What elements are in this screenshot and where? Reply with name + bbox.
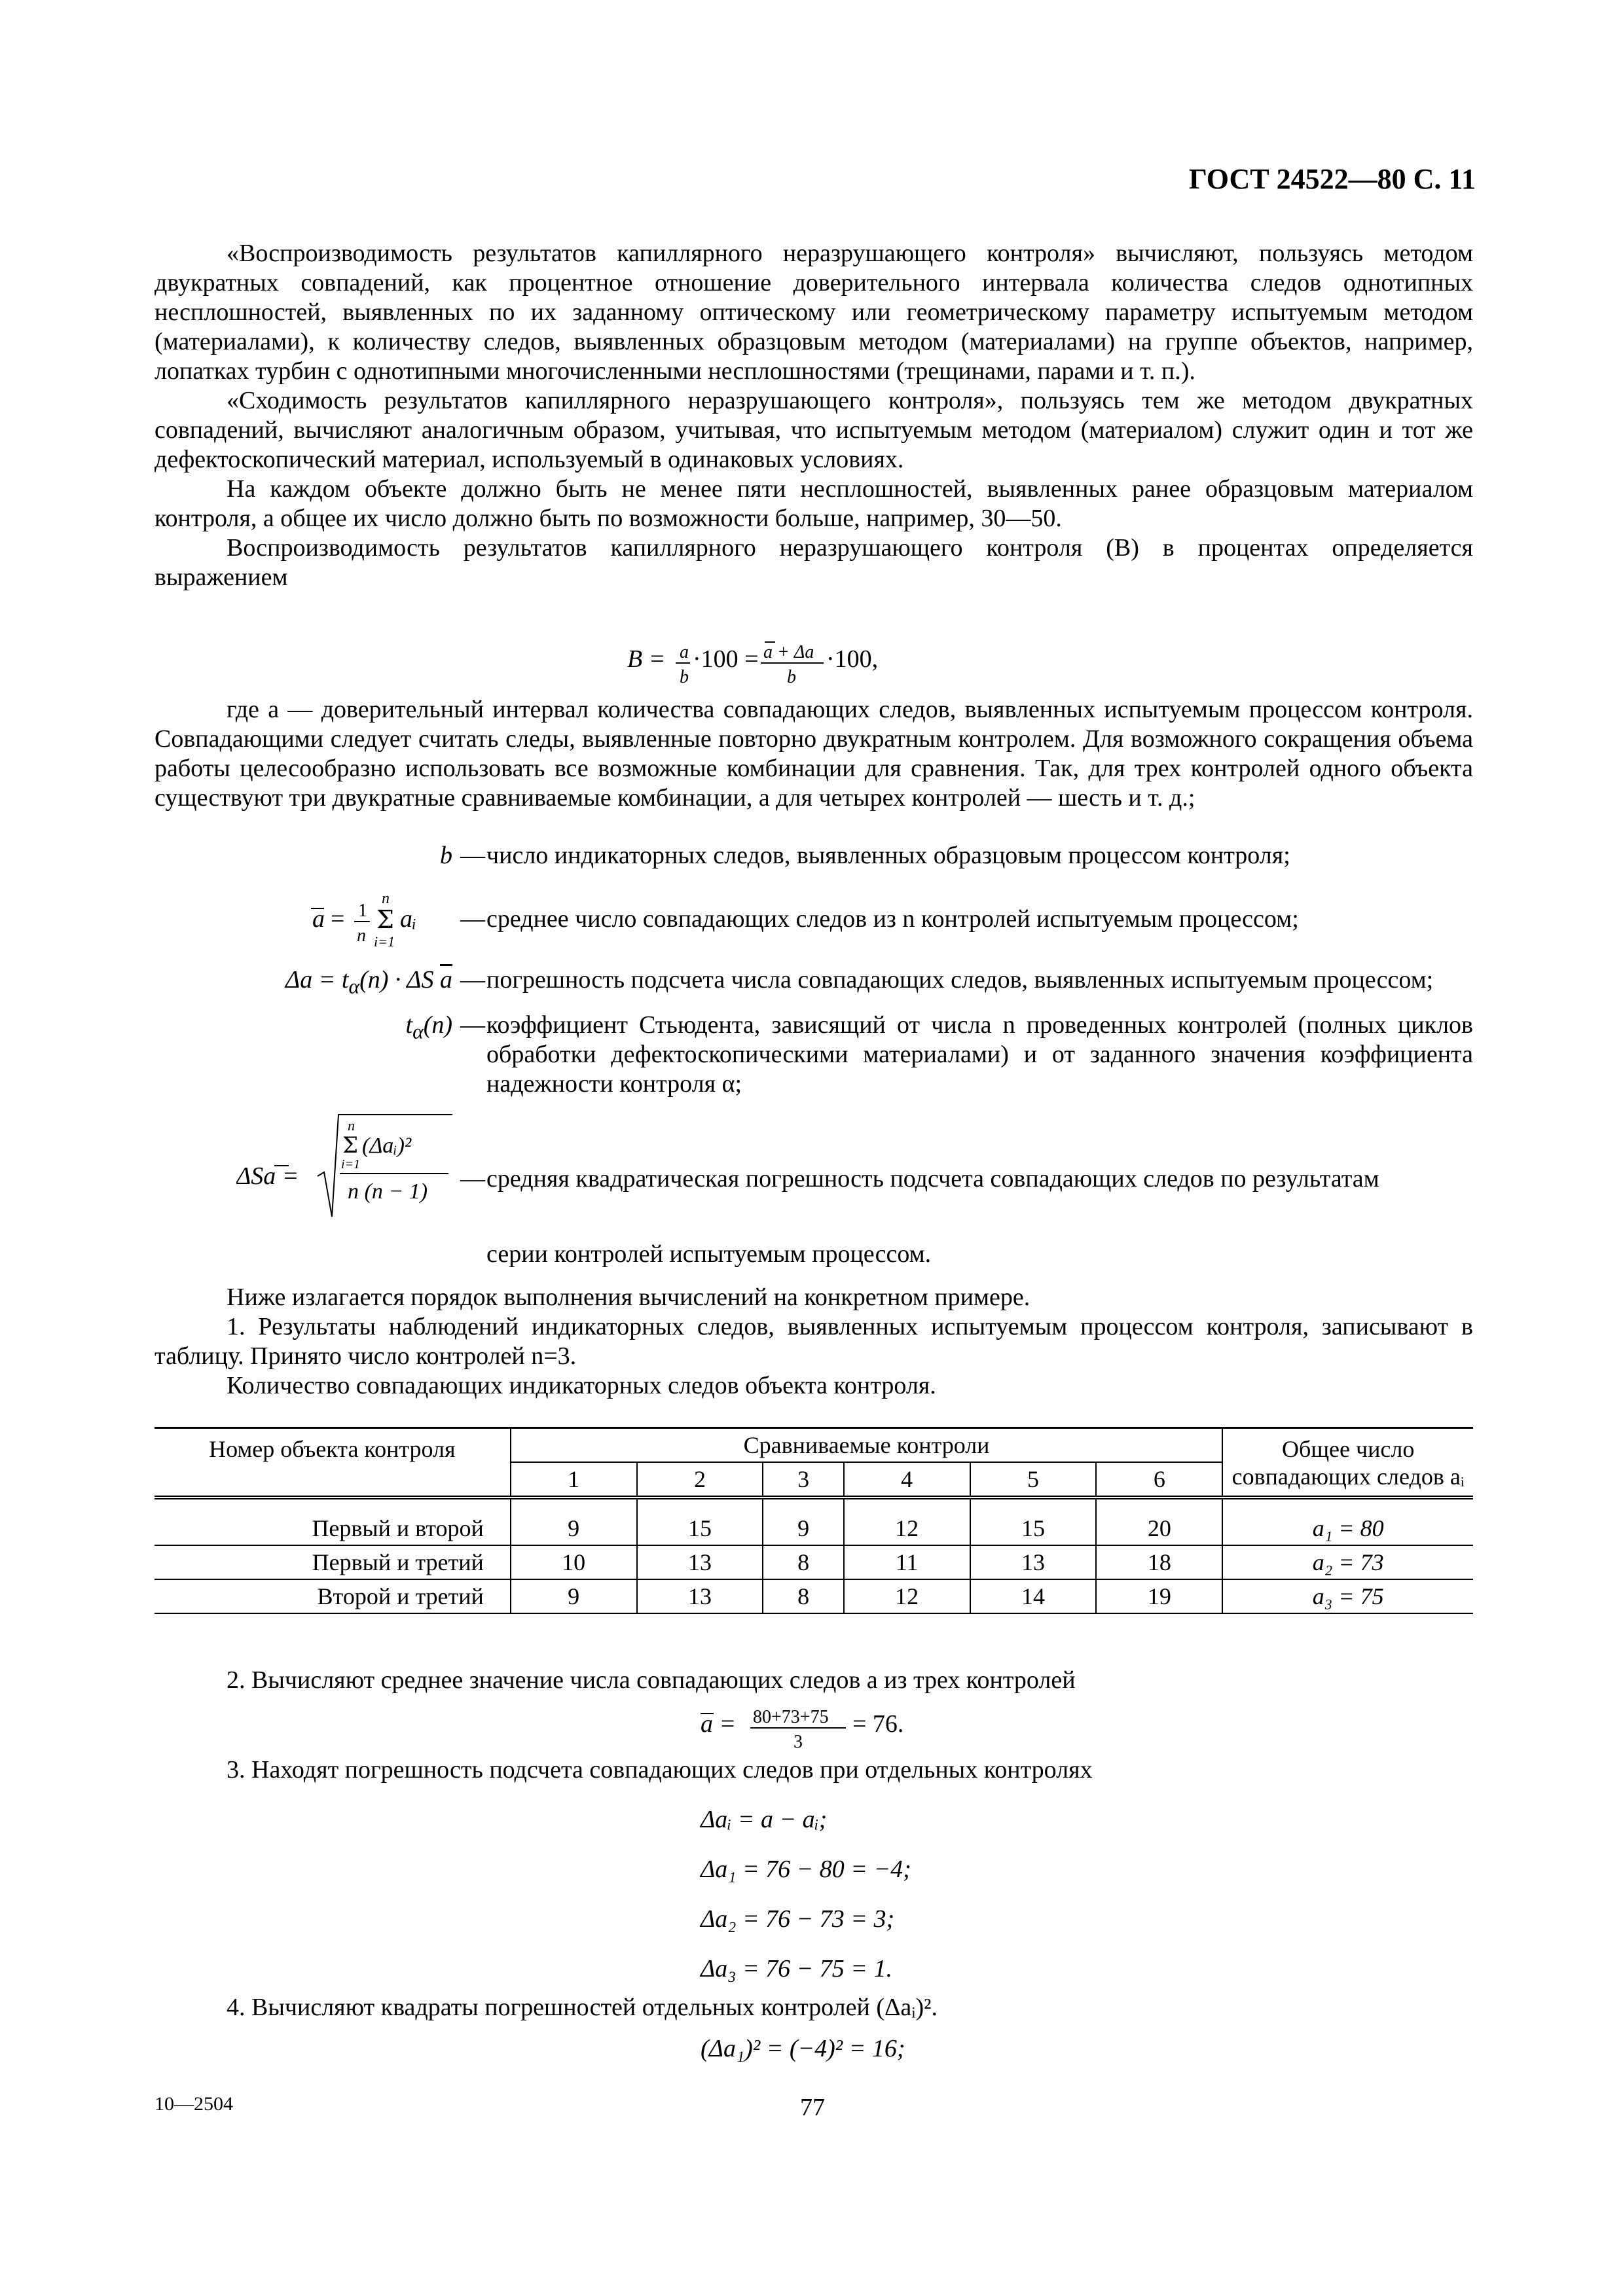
a-i: aᵢ [400, 905, 417, 933]
col-subheader: 6 [1096, 1462, 1222, 1498]
definition-text: коэффициент Стьюдента, зависящий от числа n проведенных контролей (полных циклов обработки дефектоскопическими материалами) и от заданного значения коэффициента надежности контроля α; [486, 1011, 1473, 1098]
col-subheader: 5 [970, 1462, 1097, 1498]
cell: 9 [511, 1579, 637, 1613]
formula-lhs: B = [627, 645, 666, 673]
sum-upper: n [348, 1117, 355, 1134]
col-header-object: Номер объекта контроля [155, 1428, 511, 1498]
formula-tail: ·100, [826, 645, 879, 673]
cell: 15 [637, 1512, 763, 1545]
cell: 12 [844, 1512, 970, 1545]
cell: 20 [1096, 1512, 1222, 1545]
formula-b-svg [627, 638, 902, 691]
paragraph: 1. Результаты наблюдений индикаторных следов, выявленных испытуемым процессом контроля, записывают в таблицу. Принято число контролей n=3. [155, 1313, 1473, 1370]
paragraph: 3. Находят погрешность подсчета совпадающих следов при отдельных контролях [227, 1756, 1093, 1784]
paragraph: Количество совпадающих индикаторных следов объекта контроля. [227, 1372, 936, 1399]
equals: = [331, 905, 345, 933]
cell: 13 [970, 1545, 1097, 1579]
delta-ai-sq: (Δaᵢ)² [362, 1133, 412, 1158]
frac-num: a [680, 642, 689, 662]
delta-s-formula-svg [236, 1112, 452, 1223]
cell-total: a₂ = 73 [1222, 1545, 1473, 1579]
cell: 13 [637, 1579, 763, 1613]
paragraph: Ниже излагается порядок выполнения вычислений на конкретном примере. [227, 1283, 1030, 1311]
page-number: 77 [800, 2094, 825, 2121]
definition-row [155, 1112, 1473, 1230]
table-row [155, 1545, 1473, 1579]
row-label: Первый и третий [155, 1545, 511, 1579]
table-row [155, 1579, 1473, 1613]
step-3 [155, 1755, 1473, 1785]
formula-b [627, 638, 902, 697]
formula-line: Δa₂ = 76 − 73 = 3; [701, 1905, 895, 1933]
definition-row [155, 1240, 1473, 1269]
sum-icon: Σ [376, 905, 394, 934]
definition-text: средняя квадратическая погрешность подсчета совпадающих следов по результатам [486, 1164, 1379, 1193]
intro-block [155, 239, 1473, 592]
table-spacer [155, 1498, 1473, 1512]
col-header-total: Общее число совпадающих следов aᵢ [1222, 1428, 1473, 1498]
steps-intro [155, 1283, 1473, 1401]
definition-symbol [155, 890, 460, 956]
definition-text: серии контролей испытуемым процессом. [486, 1240, 932, 1268]
row-label: Первый и второй [155, 1512, 511, 1545]
results-table [155, 1427, 1473, 1614]
frac-den: b [787, 667, 796, 687]
step-2-formula [701, 1702, 949, 1761]
definition-text: погрешность подсчета числа совпадающих следов, выявленных испытуемым процессом; [486, 966, 1434, 994]
table-row [155, 1512, 1473, 1545]
dash: — [460, 1011, 485, 1039]
cell: 9 [763, 1512, 843, 1545]
sum-lower: i=1 [341, 1157, 361, 1172]
paragraph: «Сходимость результатов капиллярного неразрушающего контроля», пользуясь тем же методом двукратных совпадений, вычисляют аналогичным образом, учитывая, что испытуемым методом (материалом) служит один и тот же дефектоскопический материал, используемый в одинаковых условиях. [155, 387, 1473, 473]
step-2 [155, 1666, 1473, 1695]
dash: — [460, 842, 485, 869]
n: n [357, 925, 366, 946]
mean-formula-svg [308, 890, 452, 949]
definition-row [155, 841, 1473, 870]
col-subheader: 1 [511, 1462, 637, 1498]
cell: 14 [970, 1579, 1097, 1613]
paragraph: «Воспроизводимость результатов капиллярного неразрушающего контроля» вычисляют, пользуясь методом двукратных совпадений, как процентное отношение доверительного интервала количества следов однотипных несплошностей, выявленных по их заданному оптическому или геометрическому параметру испытуемым методом (материалами), к количеству следов, выявленных образцовым методом (материалами) на группе объектов, например, лопатках турбин с однотипными многочисленными несплошностями (трещинами, парами и т. п.). [155, 240, 1473, 385]
frac-num: 80+73+75 [753, 1707, 829, 1727]
cell: 11 [844, 1545, 970, 1579]
formula-line: Δa₃ = 76 − 75 = 1. [701, 1955, 892, 1982]
definition-row [155, 965, 1473, 1001]
sum-lower: i=1 [374, 933, 395, 949]
col-header-group: Сравниваемые контроли [511, 1428, 1223, 1463]
sum-icon: Σ [342, 1132, 359, 1158]
sum-upper: n [382, 890, 390, 907]
symbol-a: a [312, 905, 325, 933]
cell: 10 [511, 1545, 637, 1579]
col-subheader: 2 [637, 1462, 763, 1498]
paragraph: 2. Вычисляют среднее значение числа совпадающих следов a из трех контролей [227, 1666, 1076, 1694]
col-subheader: 3 [763, 1462, 843, 1498]
cell: 8 [763, 1579, 843, 1613]
cell: 19 [1096, 1579, 1222, 1613]
cell: 8 [763, 1545, 843, 1579]
page-header: ГОСТ 24522—80 С. 11 [1188, 163, 1476, 195]
paragraph: 4. Вычисляют квадраты погрешностей отдельных контролей (Δaᵢ)². [227, 1994, 938, 2021]
frac-den: b [680, 667, 689, 687]
frac-num: a + Δa [763, 642, 814, 662]
footer-code: 10—2504 [155, 2093, 233, 2115]
definition-row [155, 1011, 1473, 1099]
definition-row [155, 890, 1473, 956]
step-4-formula: (Δa₁)² = (−4)² = 16; [701, 2035, 905, 2062]
formula-rhs: = 76. [852, 1710, 904, 1738]
definition-symbol: $\Delta a = t_\alpha(n) \cdot \Delta S$ $\overline{a}$ [285, 966, 452, 998]
one: 1 [358, 901, 367, 921]
dash: — [460, 905, 485, 933]
definitions-list [155, 841, 1473, 1278]
paragraph: Воспроизводимость результатов капиллярного неразрушающего контроля (B) в процентах определяется выражением [155, 534, 1473, 591]
paragraph: На каждом объекте должно быть не менее пяти несплошностей, выявленных ранее образцовым материалом контроля, а общее их число должно быть по возможности больше, например, 30—50. [155, 475, 1473, 532]
row-label: Второй и третий [155, 1579, 511, 1613]
cell: 12 [844, 1579, 970, 1613]
formula-line: Δaᵢ = a − aᵢ; [701, 1806, 828, 1833]
step-3-formulas [701, 1795, 911, 1994]
formula-mid: ·100 = [693, 645, 759, 673]
formula-lhs: a = [701, 1710, 737, 1738]
dash: — [460, 1164, 485, 1193]
denominator: n (n − 1) [348, 1179, 428, 1204]
cell: 13 [637, 1545, 763, 1579]
definition-text: среднее число совпадающих следов из n контролей испытуемым процессом; [486, 905, 1299, 933]
definition-symbol [155, 1112, 460, 1230]
dash: — [460, 966, 485, 994]
step-2-formula-svg [701, 1702, 949, 1754]
definition-symbol: b [440, 842, 452, 869]
where-block [155, 695, 1473, 813]
cell: 15 [970, 1512, 1097, 1545]
paragraph: где a — доверительный интервал количества совпадающих следов, выявленных испытуемым процессом контроля. Совпадающими следует считать следы, выявленные повторно двукратным контролем. Для возможного сокращения объема работы целесообразно использовать все возможные комбинации для сравнения. Так, для трех контролей одного объекта существуют три двукратные сравниваемые комбинации, а для четырех контролей — шесть и т. д.; [155, 696, 1473, 812]
delta-s: ΔSa = [236, 1162, 299, 1190]
col-subheader: 4 [844, 1462, 970, 1498]
cell: 9 [511, 1512, 637, 1545]
cell-total: a₁ = 80 [1222, 1512, 1473, 1545]
definition-symbol: $t_\alpha(n)$ [405, 1011, 452, 1043]
formula-line: Δa₁ = 76 − 80 = −4; [701, 1856, 911, 1883]
frac-den: 3 [793, 1732, 803, 1752]
cell-total: a₃ = 75 [1222, 1579, 1473, 1613]
table-header-row [155, 1428, 1473, 1463]
step-4 [155, 1993, 1473, 2022]
definition-text: число индикаторных следов, выявленных образцовым процессом контроля; [486, 842, 1290, 869]
cell: 18 [1096, 1545, 1222, 1579]
